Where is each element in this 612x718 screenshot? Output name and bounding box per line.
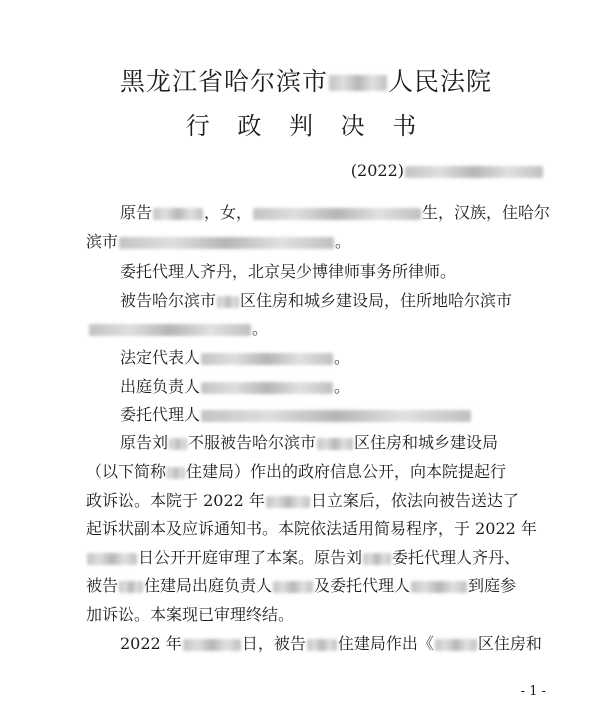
redacted-block (405, 166, 543, 178)
redacted-block (169, 438, 187, 450)
redacted-block (183, 639, 241, 651)
text-line: 起诉状副本及应诉通知书。本院依法适用简易程序，于 2022 年 (86, 519, 537, 538)
text-run: 住建局）作出的政府信息公开，向本院提起行 (186, 462, 507, 481)
text-run: 住建局作出《 (337, 634, 434, 653)
text-run: 政诉讼。本院于 2022 年 (86, 491, 265, 510)
text-run: 原告刘 (120, 433, 169, 452)
text-line (120, 432, 498, 454)
text-line (88, 318, 268, 340)
text-run: （以下简称 (86, 462, 167, 481)
text-line (86, 547, 520, 569)
redacted-block (119, 237, 334, 249)
text-run: 被告哈尔滨市 (120, 291, 217, 310)
text-run: 及委托代理人 (314, 576, 411, 595)
text-line (86, 575, 516, 597)
text-run: 出庭负责人 (120, 377, 201, 396)
case-number-prefix: (2022) (350, 161, 404, 180)
text-run: 区住房和城乡建设局，住所地哈尔滨市 (240, 291, 513, 310)
text-run: 生，汉族，住哈尔 (422, 203, 551, 222)
redacted-block (167, 467, 185, 479)
text-run: 被告 (86, 576, 119, 595)
text-run: 原告 (120, 203, 153, 222)
redacted-block (266, 496, 310, 508)
text-run: 。 (335, 232, 352, 251)
text-run: 2022 年 (120, 634, 182, 653)
text-line (120, 404, 472, 426)
redacted-block (201, 353, 333, 365)
court-name-part1: 黑龙江省哈尔滨市 (119, 67, 328, 96)
text-run: ，女， (204, 203, 253, 222)
text-run: 委托代理人 (120, 405, 201, 424)
document-title: 行 政 判 决 书 (185, 112, 427, 140)
redacted-block (201, 382, 333, 394)
redacted-block (307, 639, 337, 651)
text-line: 加诉讼。本案现已审理终结。 (86, 605, 295, 624)
redacted-block (87, 553, 137, 565)
text-line (120, 202, 550, 224)
text-run: 到庭参 (468, 576, 517, 595)
page-number: - 1 - (520, 684, 546, 699)
redacted-block (435, 639, 477, 651)
redacted-block (329, 75, 387, 91)
redacted-block (119, 581, 143, 593)
court-name-part2: 人民法院 (388, 67, 493, 96)
text-line (86, 461, 506, 483)
text-run: 。 (252, 319, 269, 338)
text-run: 不服被告哈尔滨市 (188, 433, 317, 452)
redacted-block (317, 438, 353, 450)
redacted-block (153, 208, 203, 220)
text-run: 。 (334, 377, 351, 396)
redacted-block (201, 410, 471, 422)
text-line (120, 376, 350, 398)
text-run: 区住房和城乡建设局 (354, 433, 499, 452)
text-run: 滨市 (86, 232, 119, 251)
redacted-block (217, 296, 239, 308)
text-line (120, 633, 542, 655)
redacted-block (253, 208, 421, 220)
text-line: 委托代理人齐丹，北京吴少博律师事务所律师。 (120, 262, 457, 281)
redacted-block (411, 581, 467, 593)
redacted-block (363, 553, 391, 565)
text-line (86, 231, 351, 253)
text-run: 日，被告 (241, 634, 306, 653)
court-name (0, 62, 612, 98)
text-run: 委托代理人齐丹、 (392, 548, 521, 567)
text-line (120, 347, 350, 369)
text-line (120, 290, 512, 312)
redacted-block (273, 581, 313, 593)
text-run: 日立案后，依法向被告送达了 (310, 491, 519, 510)
redacted-block (89, 324, 251, 336)
text-run: 区住房和 (477, 634, 542, 653)
text-run: 日公开开庭审理了本案。原告刘 (138, 548, 363, 567)
case-number (351, 161, 544, 180)
text-run: 住建局出庭负责人 (144, 576, 273, 595)
text-run: 法定代表人 (120, 348, 201, 367)
text-run: 。 (334, 348, 351, 367)
text-line (86, 490, 519, 512)
